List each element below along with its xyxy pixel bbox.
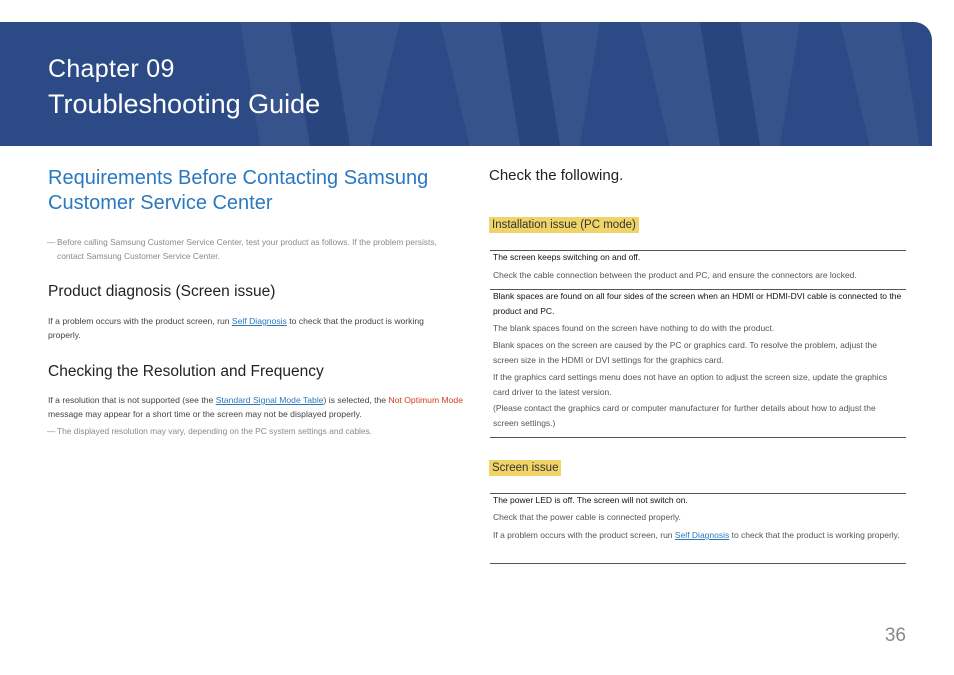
issue-text: Blank spaces on the screen are caused by the PC or graphics card. To resolve the problem, adjust the screen size in the HDMI or DVI settings for the graphics card. — [493, 340, 877, 365]
resolution-text: If a resolution that is not supported (see the Standard Signal Mode Table) is selected, the Not Optimum Mode message may appear for a short time or the screen may not be displayed properly. — [48, 395, 463, 419]
diagnosis-text: If a problem occurs with the product screen, run Self Diagnosis to check that the product is working properly. — [48, 316, 424, 340]
chapter-label: Chapter 09 — [48, 55, 175, 83]
issue-text: If the graphics card settings menu does not have an option to adjust the screen size, update the graphics card driver to the latest version. — [493, 372, 888, 397]
issue-heading: Blank spaces are found on all four sides of the screen when an HDMI or HDMI-DVI cable is connected to the product and PC. — [493, 291, 902, 316]
issue-text: (Please contact the graphics card or computer manufacturer for further details about how to adjust the screen settings.) — [493, 403, 876, 428]
issue-heading: The screen keeps switching on and off. — [493, 252, 641, 262]
diagnosis-heading: Product diagnosis (Screen issue) — [48, 283, 276, 300]
self-diagnosis-link[interactable]: Self Diagnosis — [674, 530, 730, 540]
self-diagnosis-link[interactable]: Self Diagnosis — [231, 316, 287, 326]
divider — [490, 563, 906, 564]
page-number: 36 — [884, 625, 906, 646]
issue-text: Check the cable connection between the product and PC, and ensure the connectors are locked. — [493, 270, 857, 280]
issue-text: The blank spaces found on the screen have nothing to do with the product. — [493, 323, 775, 333]
note-dash: ― — [47, 237, 56, 247]
chapter-title: Troubleshooting Guide — [48, 89, 321, 119]
banner-pattern — [0, 22, 932, 146]
note-dash: ― — [47, 426, 56, 436]
signal-mode-table-link[interactable]: Standard Signal Mode Table — [215, 395, 324, 405]
resolution-note: ― The displayed resolution may vary, depending on the PC system settings and cables. — [47, 426, 373, 436]
section-heading: Requirements Before Contacting Samsung Customer Service Center — [48, 167, 429, 214]
intro-note: ― Before calling Samsung Customer Service Center, test your product as follows. If the problem persists, contact Samsung Customer Service Center. — [47, 237, 437, 261]
check-heading: Check the following. — [489, 167, 624, 184]
installation-issue-tag: Installation issue (PC mode) — [489, 217, 639, 233]
issue-text: Check that the power cable is connected properly. — [493, 512, 681, 522]
issue-text: If a problem occurs with the product screen, run Self Diagnosis to check that the product is working properly. — [493, 530, 900, 540]
chapter-banner — [0, 22, 932, 146]
resolution-heading: Checking the Resolution and Frequency — [48, 363, 324, 380]
screen-issue-tag: Screen issue — [489, 460, 561, 476]
divider — [490, 437, 906, 438]
not-optimum-mode-text: Not Optimum Mode — [388, 395, 463, 405]
issue-heading: The power LED is off. The screen will not switch on. — [493, 495, 688, 505]
